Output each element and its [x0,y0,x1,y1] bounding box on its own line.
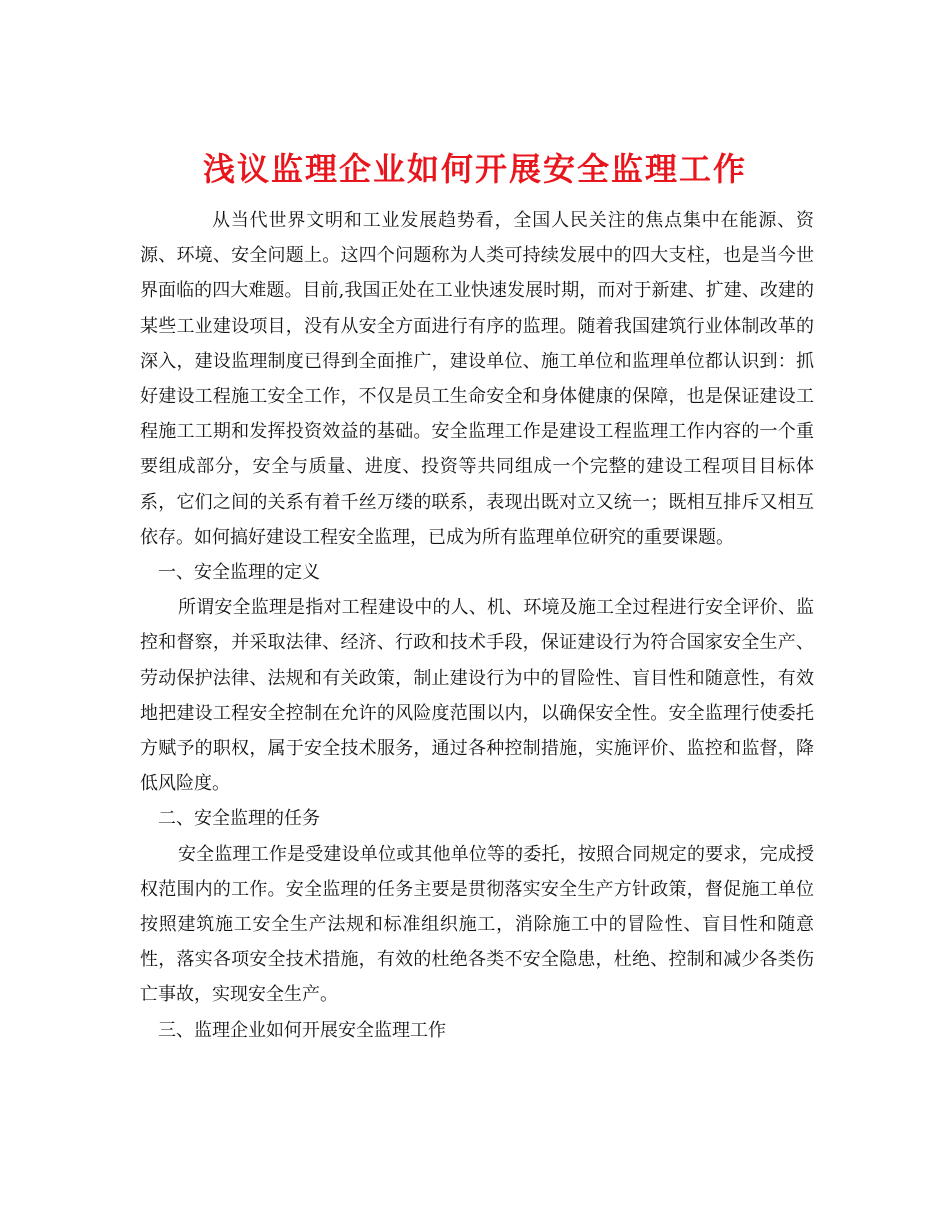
definition-paragraph: 所谓安全监理是指对工程建设中的人、机、环境及施工全过程进行安全评价、监控和督察，并采取法律、经济、行政和技术手段，保证建设行为符合国家安全生产、劳动保护法律、法规和有关政策，制止建设行为中的冒险性、盲目性和随意性，有效地把建设工程安全控制在允许的风险度范围以内，以确保安全性。安全监理行使委托方赋予的职权，属于安全技术服务，通过各种控制措施，实施评价、监控和监督，降低风险度。 [140,597,814,795]
document-title: 浅议监理企业如何开展安全监理工作 [202,150,747,189]
tasks-paragraph: 安全监理工作是受建设单位或其他单位等的委托，按照合同规定的要求，完成授权范围内的工作。安全监理的任务主要是贯彻落实安全生产方针政策，督促施工单位按照建筑施工安全生产法规和标准组织施工，消除施工中的冒险性、盲目性和随意性，落实各项安全技术措施，有效的杜绝各类不安全隐患，杜绝、控制和减少各类伤亡事故，实现安全生产。 [140,843,814,1006]
section-heading-definition: 一、安全监理的定义 [158,562,320,584]
section-heading-how-to: 三、监理企业如何开展安全监理工作 [158,1019,446,1041]
document-body [140,203,814,1048]
intro-paragraph: 从当代世界文明和工业发展趋势看，全国人民关注的焦点集中在能源、资源、环境、安全问题上。这四个问题称为人类可持续发展中的四大支柱，也是当今世界面临的四大难题。目前,我国正处在工业快速发展时期，而对于新建、扩建、改建的某些工业建设项目，没有从安全方面进行有序的监理。随着我国建筑行业体制改革的深入，建设监理制度已得到全面推广，建设单位、施工单位和监理单位都认识到：抓好建设工程施工安全工作，不仅是员工生命安全和身体健康的保障，也是保证建设工程施工工期和发挥投资效益的基础。安全监理工作是建设工程监理工作内容的一个重要组成部分，安全与质量、进度、投资等共同组成一个完整的建设工程项目目标体系，它们之间的关系有着千丝万缕的联系，表现出既对立又统一；既相互排斥又相互依存。如何搞好建设工程安全监理，已成为所有监理单位研究的重要课题。 [140,210,814,548]
section-heading-tasks: 二、安全监理的任务 [158,808,320,830]
